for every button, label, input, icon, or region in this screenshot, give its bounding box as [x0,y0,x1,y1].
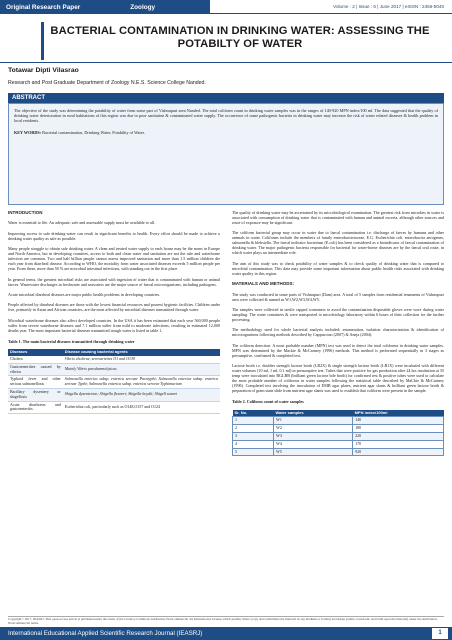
paper-type: Original Research Paper [6,3,81,11]
table2-header: MPN index/100ml [353,410,444,417]
table-cell: 1 [233,417,274,425]
table-cell: 5 [233,448,274,456]
paragraph: The samples were collected in sterile capped containers to avoid the contamination disposable gloves were wore during water sampling. The water containers & were transported to microbiology laboratory within 6 hours of their collection for the further processing. [232,306,444,322]
table-cell: W3 [274,432,353,440]
methods-heading: MATERIALS AND METHODS: [232,281,294,287]
table-row [233,417,444,425]
table-cell: 2 [233,425,274,433]
table-cell: 140 [353,417,444,425]
right-column [232,210,444,456]
table2-caption: Table 2. Coliform count of water samples [232,399,304,405]
keywords [14,130,438,135]
paragraph: The quality of drinking water may be ascertained by its microbiological examination. The greatest risk from microbes in water is associated with consumption of drinking water that is contaminated with human and animal excreta, although other sources and route of exposure may be significant. [232,210,444,225]
table2-header: Sr. No. [233,410,274,417]
paragraph: The aim of this study was to check potability of water samples & to check quality of drinking water that is compared to microbial contamination. This data may provide some important information about public health risks associated with drinking water quality in this region. [232,260,444,276]
table-row [8,401,220,414]
abstract-box [8,103,444,205]
header-tag-bar [0,0,210,14]
paragraph: Acute microbial diarrheal diseases are major public health problems in developing countries. [8,291,161,297]
author-name: Totawar Dipti Vilasrao [8,67,79,74]
table1-header: Disease causing bacterial agents [63,349,220,356]
table-cell: Escherichia coli, particularly such as O148,O157 and O124 [63,401,220,414]
paragraph: The study was conducted in some parts of Vishnupuri (Dam) area. A total of 5 samples from residential tenaments of Vishnupuri area were collected & named as W1,W2,W3,W4,W5. [232,291,444,302]
abstract-text: The objective of the study was determining the potability of water from some part of Vishnupuri area Nanded. The total coliform count in drinking water samples was in the ranges of 140-920 MPN index/100 ml. The data suggested that the quality of drinking water deterioration in rural habitations of this region was due to poor sanitation & contaminated water supply. The occurrence of some pathogenic bacteria in drinking water may increase the risk of water related diseases & health problem in local residents. [14,108,438,124]
paragraph: The coliform bacterial group may occur in water due to faecal contamination i.e. discharge of faeces by humans and other animals in water. Coliforms include the members of family enterobacteriaceae, E.G. Escherichia coli, enterobactor aerogenes, salmonella & klebsiella. The faecal indicator bacterium (E.coli) has been considered as a bioindicator of faecal contamination of drinking water. The major pathogenic bacteria responsible for bacterial for water-borne diseases are by the faecal oral route, in which water plays an intermediate role. [232,230,444,256]
intro-heading: INTRODUCTION [8,210,43,215]
table-row [8,356,220,363]
affiliation: Research and Post Graduate Department of Zoology N.E.S. Science College Nanded. [8,80,206,86]
issue-meta [210,0,452,14]
keywords-label: KEY WORDS: [14,130,42,136]
table-row [233,448,444,456]
footer-bar [0,627,452,640]
table-row [8,363,220,376]
paragraph: Microbial waterborne diseases also affect developed countries. In the USA it has been estimated that each year 560,000 people suffer from severe waterborne diseases and 7.1 million suffer from mild to moderate infections, resulting in estimated 12,000 deaths year. The most important bacterial diseases transmitted trough water is listed in table 1. [8,317,220,333]
table-cell: Vibrio cholerae, serovarieties O1 and O139 [63,356,220,363]
paragraph: Improving access to safe drinking-water can result in significant benefits to health. Every effort should be made to achieve a drinking water quality as safe as possible. [8,230,220,241]
paper-title: BACTERIAL CONTAMINATION IN DRINKING WATER: ASSESSING THE POTABILTY OF WATER [50,25,430,50]
title-side-rule [0,22,44,60]
paragraph: The coliform detection. A most probable number (MPN) test was used to detect the total coliforms in drinking water samples. MPN was determined by the Mackie & McCartney (1996) methods. This method is performed sequentially in 3 stages as presumptive, confirmed & completed test. [232,342,444,358]
paragraph: Lactose broth i.e. doubles strength lactose broth (LB2X) & single strength lactose broth (LB1X) were incubated with different water volumes (10 ml, 1 ml, 0.1 ml) in presumptive test. Tubes that were positive for gas production after 24 hrs incubation at 35 temp were inoculated into BGLBB (brilliant green lactose bile broth) for confirmed test & positive tubes were used to calculate the most probable number of coliforms in water samples following the statistical table described by MaCkie & McCartney (1996). Completed test involving the inoculation of EMB agar plates, nutrient agar slants & brilliant green lactose broth & preparation of gram stain slide from nutrient agar slants was used to establish that coliform were present in the sample. [232,363,444,394]
table-cell: W5 [274,448,353,456]
table-cell: 4 [233,440,274,448]
paragraph: Water is essential to life. An adequate, safe and assessable supply must be available to all. [8,220,156,226]
page-number: 1 [432,628,448,639]
table-row [233,440,444,448]
top-bar [0,0,452,14]
table2-header: Water samples [274,410,353,417]
abstract-heading: ABSTRACT [8,93,444,103]
table2 [232,410,444,457]
table-cell: W4 [274,440,353,448]
table-cell: Bacillary dysentery or shigellosis [8,388,63,401]
table-cell: Acute diarrhoeas and gastroenteritis [8,401,63,414]
table1 [8,349,220,414]
table-cell: 920 [353,448,444,456]
table1-header: Diseases [8,349,63,356]
table-row [8,376,220,389]
table-cell: 3 [233,432,274,440]
keywords-text: Bacterial contamination, Drinking Water, Potability of Water. [42,130,145,136]
table-cell: 170 [353,440,444,448]
table1-caption: Table 1. The main bacterial diseases transmitted through drinking water [8,338,135,344]
table-cell: Mainly Vibrio parahaemolyticus [63,363,220,376]
subject: Zoology [130,3,156,11]
table-cell: Salmonella enterica subsp. enterica serovar Paratyphi; Salmonella enterica subsp. enterica serovar Typhi; Salmonella enterica subsp. enterica serovar Typhimurium [63,376,220,389]
table-cell: W1 [274,417,353,425]
table-cell: W2 [274,425,353,433]
paragraph: In general terms, the greatest microbial risks are associated with ingestion of water that is contaminated with human or animal faeces. Wastewater discharges in freshwater and seawaters are the major source of faecal microorganisms, including pathogens. [8,276,220,287]
table-cell: Shigella dysenteriae; Shigella flexneri; Shigella boydii; Shigell sonnei [63,388,220,401]
copyright-notice: Copyright© 2017, IEASRJ. This open-access article is published under the terms of the Creative Commons Attribution-NonCommercial 4.0 International License which permits Share (copy and redistribute the material in any medium or format) and Adapt (remix, transform, and build upon the material) under the Attribution-NonCommercial terms. [8,616,444,626]
table-row [8,388,220,401]
title-divider [0,62,452,63]
table-cell: Typhoid fever and other serious salmonellosis [8,376,63,389]
table-row [233,432,444,440]
paragraph: The methodology used for whole bacterial analysis included: enumeration, isolation characterization & identification of microorganisms following methods described by Cappuccino (2007) & Aneja (2004). [232,327,444,338]
table-cell: Cholera [8,356,63,363]
issue-meta-text: Volume : 2 | Issue : 6 | June 2017 | eISSN : 2456-5040 [333,4,444,9]
table-row [233,425,444,433]
left-column [8,210,220,414]
table-cell: Gastroenterities caused by vibrios [8,363,63,376]
table-cell: 220 [353,432,444,440]
table-cell: 180 [353,425,444,433]
paragraph: Many people struggle to obtain safe drinking water. A clean and treated water supply to each house may be the norm in Europe and North America, but in developing countries, access to both and clean water and sanitation are not the rule and waterborne infection are common. Two and half billion people cannot assess improved sanitation and more than 1.5 million children die each year from diarrheal disease. According to WHO, the mortality from water associated diseases exceeds 5 million people per year. From these, more than 50 % are microbial intestinal infections, with standing out in the first place. [8,246,220,272]
paragraph: People affected by diarrheal diseases are those with the lowest financial resources and poorest hygienic facilities. Children under five, primarily in Asian and African countries, are the most affected by microbial diseases transmitted through water. [8,302,220,313]
journal-name: International Educational Applied Scientific Research Journal (IEASRJ) [8,630,203,637]
